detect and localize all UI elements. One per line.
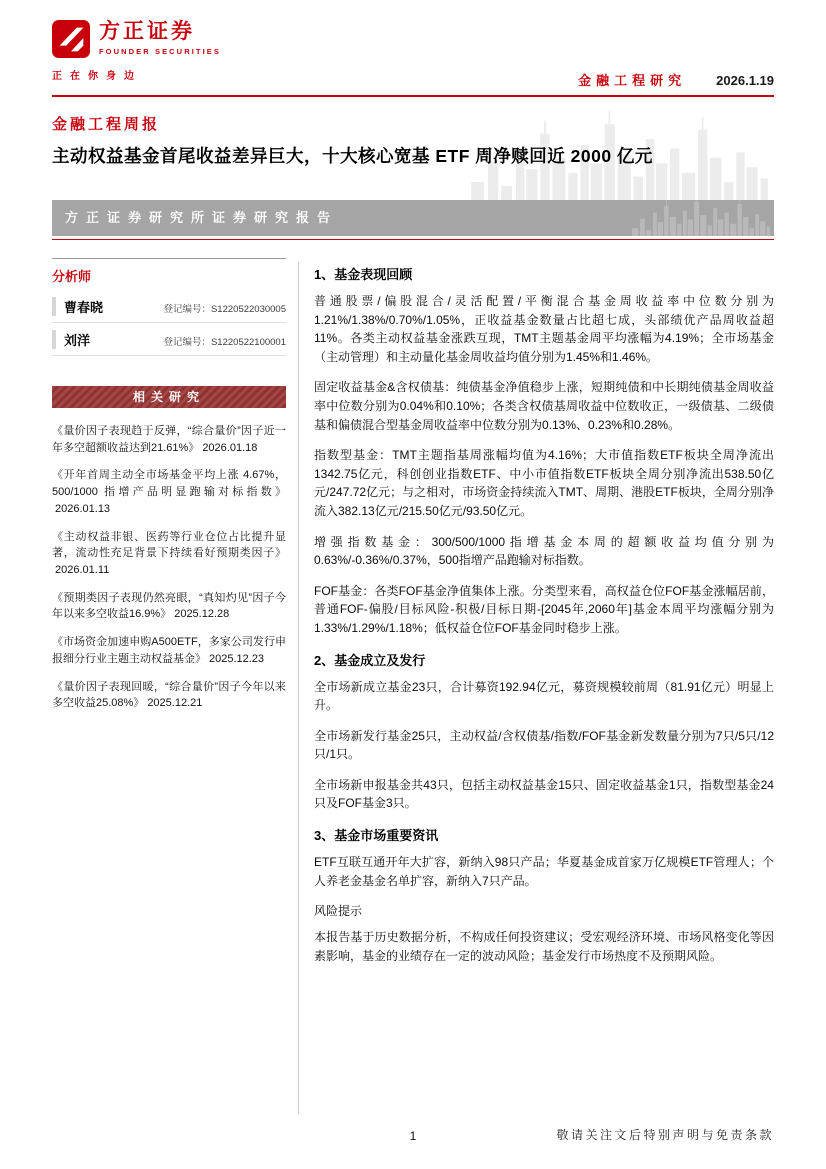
analyst-registration: 登记编号：S1220522030005: [163, 304, 286, 315]
related-research-header: [52, 386, 286, 408]
brand-text: [99, 20, 221, 56]
page-number: 1: [409, 1129, 417, 1143]
analyst-row: [52, 290, 286, 323]
section-market-news: [314, 825, 774, 890]
paragraph: 本报告基于历史数据分析，不构成任何投资建议；受宏观经济环境、市场风格变化等因素影响，基金的业绩存在一定的波动风险；基金发行市场热度不及预期风险。: [314, 930, 774, 963]
related-item-date: 2025.12.21: [147, 697, 203, 710]
related-item-title: 《预期类因子表现仍然亮眼，“真知灼见”因子今年以来多空收益16.9%》: [52, 591, 286, 621]
related-item-title: 《开年首周主动全市场基金平均上涨 4.67%，500/1000 指增产品明显跑输对标指数》: [52, 469, 286, 499]
related-item-title: 《量价因子表现回暖，“综合量价”因子今年以来多空收益25.08%》: [52, 680, 286, 710]
analyst-name: 刘洋: [52, 330, 90, 349]
brand-name-cn: 方正证券: [99, 20, 195, 43]
banner-divider: [52, 239, 774, 240]
sidebar: [52, 258, 286, 723]
header-right: [578, 70, 774, 89]
section-fund-issuance: [314, 650, 774, 814]
section-heading: 2、基金成立及发行: [314, 652, 426, 668]
section-heading: 风险提示: [314, 904, 363, 919]
analyst-row: [52, 323, 286, 356]
paragraph: 指数型基金：TMT主题指基周涨幅均值为4.16%；大市值指数ETF板块全周净流出1342.75亿元，科创创业指数ETF、中小市值指数ETF板块全周分别净流出538.50亿元/247.72亿元；与之相对，市场资金持续流入TMT、周期、港股ETF板块，全周分别净流入382.13亿元/215.50亿元/93.50亿元。: [314, 448, 774, 518]
institute-banner-text: 方正证券研究所证券研究报告: [65, 210, 339, 225]
institute-banner: [52, 200, 774, 236]
related-research-item: [52, 467, 286, 517]
related-item-title: 《量价因子表现趋于反弹，“综合量价”因子近一年多空超额收益达到21.61%》: [52, 425, 286, 454]
paragraph: 全市场新发行基金25只，主动权益/含权债基/指数/FOF基金新发数量分别为7只/5只/12只/1只。: [314, 728, 774, 762]
section-risk-notice: [314, 902, 774, 965]
analyst-registration: 登记编号：S1220522100001: [163, 337, 286, 348]
related-research-item: [52, 423, 286, 456]
paragraph: 全市场新成立基金23只，合计募资192.94亿元，募资规模较前周（81.91亿元）明显上升。: [314, 679, 774, 713]
footer-disclaimer-note: 敬请关注文后特别声明与免责条款: [556, 1128, 774, 1142]
report-title: 主动权益基金首尾收益差异巨大，十大核心宽基 ETF 周净赎回近 2000 亿元: [52, 146, 653, 166]
report-category: 金融工程研究: [578, 73, 687, 88]
related-research-item: [52, 529, 286, 579]
paragraph: FOF基金：各类FOF基金净值集体上涨。分类型来看，高权益仓位FOF基金涨幅居前，普通FOF-偏股/目标风险-积极/目标日期-[2045年,2060年]基金本周平均涨幅分别为1.33%/1.29%/1.18%；低权益仓位FOF基金同时稳步上涨。: [314, 583, 774, 635]
paragraph: 固定收益基金&含权债基：纯债基金净值稳步上涨，短期纯债和中长期纯债基金周收益率中位数分别为0.04%和0.10%；各类含权债基周收益中位数收正，一级债基、二级债基和偏债混合型基金周收益率中位数分别为0.13%、0.23%和0.28%。: [314, 380, 774, 432]
related-item-date: 2025.12.23: [209, 652, 265, 665]
paragraph: ETF互联互通开年大扩容，新纳入98只产品；华夏基金成首家万亿规模ETF管理人；个人养老金基金名单扩容，新纳入7只产品。: [314, 855, 774, 888]
related-item-date: 2026.01.13: [55, 502, 111, 515]
related-item-title: 《主动权益非银、医药等行业仓位占比提升显著，流动性充足背景下持续看好预期类因子》: [52, 530, 286, 560]
header: [52, 20, 774, 88]
paragraph: 普通股票/偏股混合/灵活配置/平衡混合基金周收益率中位数分别为1.21%/1.38%/0.70%/1.05%，正收益基金数量占比超七成，头部绩优产品周收益超11%。各类主动权益基金涨跌互现，TMT主题基金周平均涨幅为4.19%；全市场基金（主动管理）和主动量化基金周收益均值分别为1.45%和1.46%。: [314, 294, 774, 364]
report-type-label: 金融工程周报: [52, 116, 161, 133]
related-item-title: 《市场资金加速申购A500ETF，多家公司发行申报细分行业主题主动权益基金》: [52, 636, 286, 665]
analyst-name: 曹春晓: [52, 297, 103, 316]
related-item-date: 2025.12.28: [174, 608, 230, 621]
report-date: 2026.1.19: [716, 73, 774, 88]
section-heading: 1、基金表现回顾: [314, 267, 413, 282]
related-item-date: 2026.01.11: [55, 564, 110, 577]
column-divider: [298, 262, 299, 1114]
brand-block: [52, 20, 774, 58]
header-divider: [52, 95, 774, 97]
related-research-item: [52, 590, 286, 623]
founder-securities-logo-icon: [52, 20, 90, 58]
brand-tagline: 正在你身边: [52, 71, 142, 82]
section-fund-performance: [314, 264, 774, 638]
related-research-label: 相关研究: [132, 390, 205, 404]
section-heading: 3、基金市场重要资讯: [314, 828, 439, 844]
paragraph: 全市场新申报基金共43只，包括主动权益基金15只、固定收益基金1只，指数型基金24只及FOF基金3只。: [314, 777, 774, 811]
related-research-item: [52, 634, 286, 667]
related-research-item: [52, 679, 286, 712]
report-body: [314, 256, 774, 977]
paragraph: 增强指数基金：300/500/1000指增基金本周的超额收益均值分别为0.63%/-0.36%/0.37%，500指增产品跑输对标指数。: [314, 534, 774, 568]
related-research-list: [52, 423, 286, 712]
brand-name-en: FOUNDER SECURITIES: [99, 47, 221, 57]
analysts-label: 分析师: [52, 258, 286, 290]
related-item-date: 2026.01.18: [202, 441, 258, 454]
